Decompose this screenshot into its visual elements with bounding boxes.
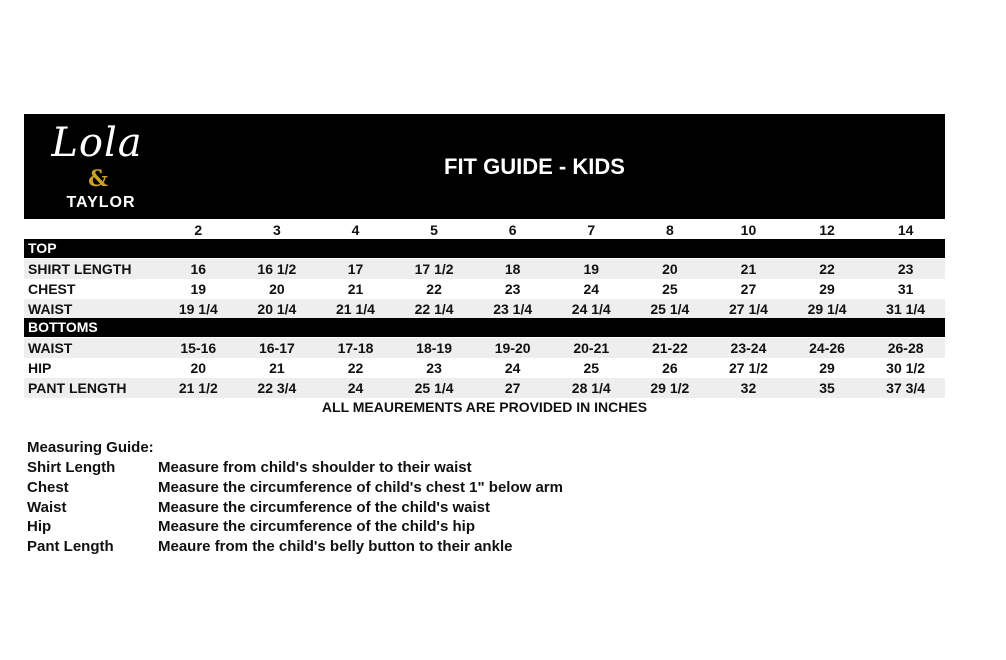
table-cell: 25 1/4 bbox=[414, 380, 454, 396]
row-label: HIP bbox=[28, 360, 52, 376]
table-cell: 21 1/2 bbox=[178, 380, 218, 396]
size-header-row bbox=[24, 220, 945, 239]
section-header-top: TOP bbox=[24, 239, 945, 258]
guide-term: Shirt Length bbox=[27, 459, 116, 476]
table-cell: 32 bbox=[740, 380, 757, 396]
table-cell: 16 bbox=[190, 261, 207, 277]
table-cell: 24 1/4 bbox=[571, 300, 611, 317]
guide-description: Measure the circumference of child's chest 1" below arm bbox=[158, 479, 563, 496]
table-row bbox=[24, 338, 945, 358]
table-cell: 27 1/2 bbox=[728, 360, 768, 376]
table-row bbox=[24, 358, 945, 378]
guide-item bbox=[27, 518, 475, 535]
table-cell: 20 bbox=[662, 261, 678, 277]
table-cell: 19 1/4 bbox=[178, 300, 218, 317]
table-cell: 29 bbox=[819, 281, 835, 297]
table-cell: 29 1/2 bbox=[650, 380, 690, 396]
guide-term: Waist bbox=[27, 499, 67, 516]
size-header-cell: 4 bbox=[351, 221, 360, 238]
table-cell: 19-20 bbox=[494, 340, 531, 356]
guide-item bbox=[27, 499, 490, 516]
table-cell: 26-28 bbox=[887, 340, 924, 356]
guide-description: Measure the circumference of the child's waist bbox=[158, 499, 491, 516]
table-cell: 23 bbox=[897, 261, 914, 277]
table-cell: 21 bbox=[740, 261, 757, 277]
guide-term: Pant Length bbox=[27, 538, 114, 555]
table-cell: 24 bbox=[347, 380, 364, 396]
size-header-cell: 7 bbox=[587, 221, 596, 238]
table-row bbox=[24, 378, 945, 398]
row-label: PANT LENGTH bbox=[28, 380, 127, 396]
table-cell: 17-18 bbox=[337, 340, 374, 356]
table-cell: 21 bbox=[269, 360, 285, 376]
guide-description: Measure from child's shoulder to their waist bbox=[158, 459, 472, 476]
table-cell: 29 1/4 bbox=[807, 300, 847, 317]
table-cell: 21-22 bbox=[651, 340, 688, 356]
guide-item bbox=[27, 538, 512, 555]
section-header-bottoms: BOTTOMS bbox=[24, 318, 945, 337]
table-cell: 28 1/4 bbox=[571, 380, 611, 396]
table-cell: 16 1/2 bbox=[257, 261, 297, 277]
table-cell: 19 bbox=[190, 281, 207, 297]
table-cell: 22 3/4 bbox=[257, 380, 297, 396]
row-label: CHEST bbox=[28, 281, 76, 297]
size-header-cell: 10 bbox=[740, 221, 757, 238]
guide-description: Measure the circumference of the child's hip bbox=[158, 518, 475, 535]
table-cell: 29 bbox=[819, 360, 835, 376]
table-cell: 23 1/4 bbox=[493, 300, 533, 317]
logo-wordmark: TAYLOR bbox=[66, 194, 136, 211]
table-cell: 23 bbox=[504, 281, 521, 297]
table-cell: 24-26 bbox=[809, 340, 845, 356]
table-cell: 24 bbox=[583, 281, 600, 297]
table-cell: 20-21 bbox=[573, 340, 610, 356]
guide-term: Hip bbox=[27, 518, 52, 535]
table-cell: 23 bbox=[426, 360, 442, 376]
table-cell: 31 1/4 bbox=[886, 300, 926, 317]
table-cell: 25 1/4 bbox=[650, 300, 690, 317]
table-row bbox=[24, 279, 945, 299]
table-cell: 16-17 bbox=[258, 340, 295, 356]
table-cell: 25 bbox=[662, 281, 678, 297]
table-cell: 27 bbox=[740, 281, 757, 297]
header-banner bbox=[24, 114, 945, 219]
size-header-cell: 3 bbox=[272, 221, 281, 238]
table-cell: 22 bbox=[426, 281, 442, 297]
row-label: SHIRT LENGTH bbox=[28, 261, 132, 277]
table-cell: 31 bbox=[897, 281, 914, 297]
size-header-cell: 6 bbox=[508, 221, 517, 238]
table-cell: 20 1/4 bbox=[257, 300, 297, 317]
size-header-cell: 5 bbox=[430, 221, 438, 238]
logo-ampersand: & bbox=[88, 166, 108, 192]
table-cell: 19 bbox=[583, 261, 600, 277]
table-cell: 27 1/4 bbox=[728, 300, 768, 317]
table-cell: 17 bbox=[347, 261, 364, 277]
table-cell: 21 bbox=[347, 281, 364, 297]
table-cell: 35 bbox=[819, 380, 835, 396]
table-cell: 15-16 bbox=[180, 340, 217, 356]
table-cell: 21 1/4 bbox=[336, 300, 375, 317]
row-label: WAIST bbox=[28, 300, 73, 317]
size-header-cell: 14 bbox=[897, 221, 914, 238]
page-title: FIT GUIDE - KIDS bbox=[444, 154, 625, 179]
table-cell: 17 1/2 bbox=[414, 261, 454, 277]
table-cell: 25 bbox=[583, 360, 600, 376]
table-cell: 26 bbox=[662, 360, 678, 376]
table-cell: 22 1/4 bbox=[414, 300, 454, 317]
table-cell: 22 bbox=[819, 261, 835, 277]
table-cell: 30 1/2 bbox=[886, 360, 926, 376]
row-label: WAIST bbox=[28, 340, 73, 356]
table-cell: 18 bbox=[504, 261, 521, 277]
table-cell: 37 3/4 bbox=[886, 380, 926, 396]
table-cell: 22 bbox=[347, 360, 364, 376]
size-header-cell: 8 bbox=[665, 221, 674, 238]
units-note: ALL MEAUREMENTS ARE PROVIDED IN INCHES bbox=[321, 399, 648, 415]
guide-description: Meaure from the child's belly button to their ankle bbox=[158, 538, 513, 555]
guide-item bbox=[27, 479, 563, 496]
table-cell: 20 bbox=[190, 360, 207, 376]
guide-title: Measuring Guide: bbox=[27, 439, 154, 456]
table-cell: 20 bbox=[269, 281, 285, 297]
size-header-cell: 2 bbox=[194, 221, 203, 238]
table-cell: 27 bbox=[504, 380, 521, 396]
table-cell: 24 bbox=[504, 360, 521, 376]
size-header-cell: 12 bbox=[819, 221, 835, 238]
guide-term: Chest bbox=[27, 479, 69, 496]
table-row bbox=[24, 299, 945, 318]
table-cell: 18-19 bbox=[416, 340, 452, 356]
table-cell: 23-24 bbox=[730, 340, 767, 356]
guide-item bbox=[27, 459, 472, 476]
table-row bbox=[24, 259, 945, 279]
logo-script: Lola bbox=[51, 120, 143, 166]
